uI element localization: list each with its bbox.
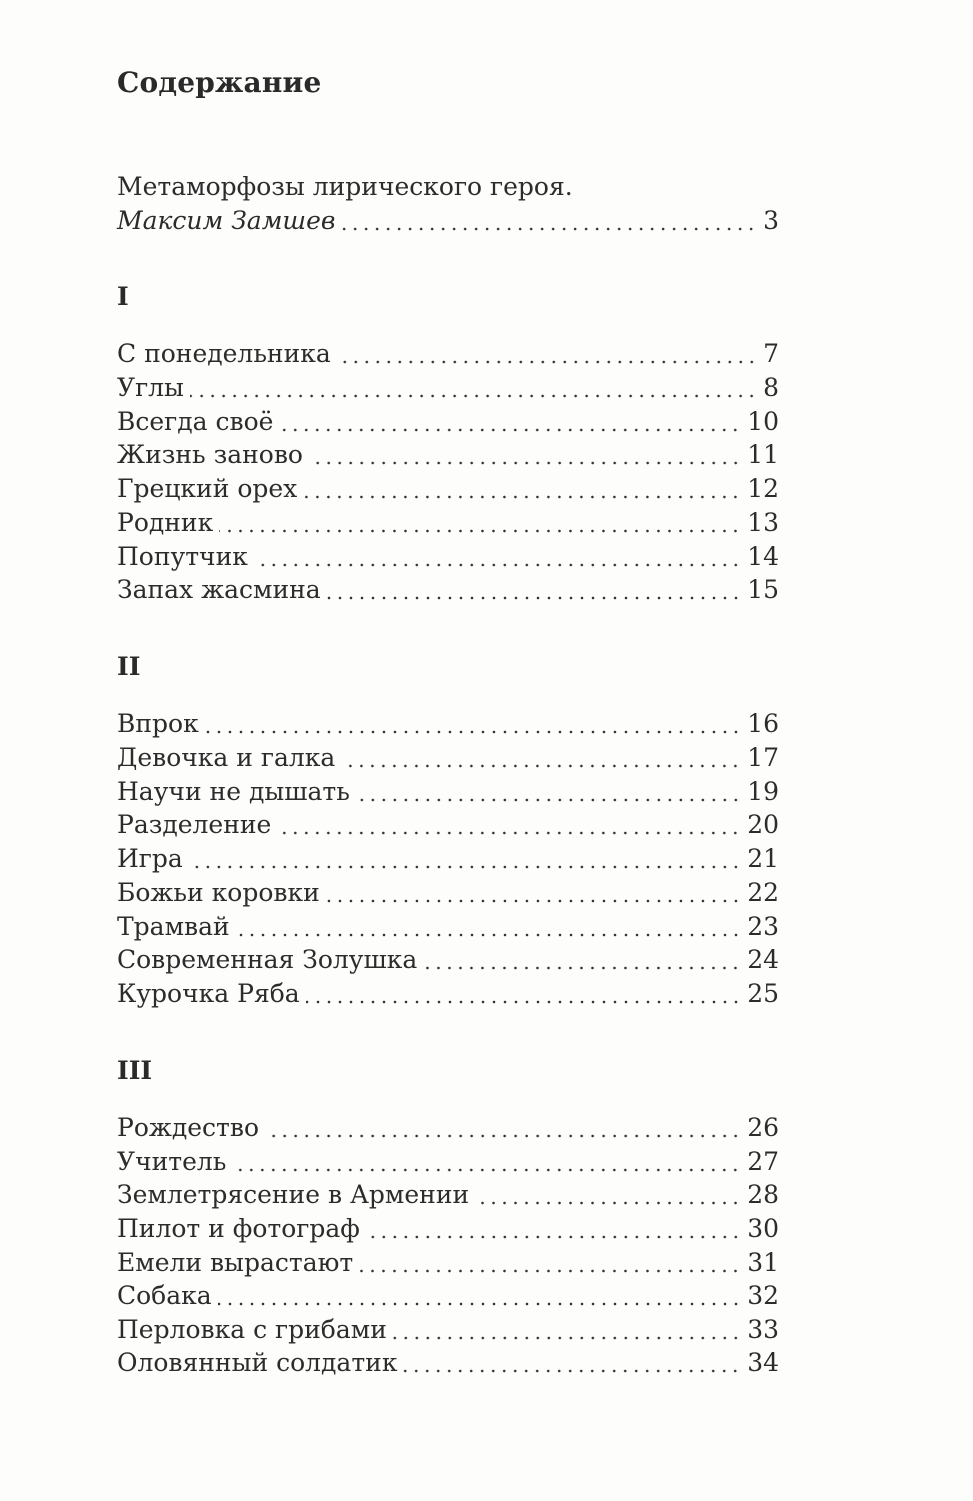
dot-leader — [306, 999, 742, 1005]
entry-title: Жизнь заново — [117, 440, 303, 469]
dot-leader — [356, 797, 741, 803]
entry-page-number: 11 — [747, 440, 779, 469]
section-label-3: III — [117, 1056, 153, 1085]
toc-entry[interactable] — [117, 1279, 779, 1313]
entry-title: Перловка с грибами — [117, 1315, 387, 1344]
entry-title: Девочка и галка — [117, 743, 336, 772]
toc-entry[interactable] — [117, 842, 779, 876]
entry-page-number: 33 — [747, 1315, 779, 1344]
toc-entry[interactable] — [117, 337, 779, 371]
intro-page-number: 3 — [763, 206, 779, 235]
toc-entry[interactable] — [117, 876, 779, 910]
entry-title: Всегда своё — [117, 407, 274, 436]
toc-entry[interactable] — [117, 438, 779, 472]
contents-heading: Содержание — [117, 66, 322, 99]
entry-title: Углы — [117, 373, 184, 402]
entry-title: Божьи коровки — [117, 878, 320, 907]
toc-entry[interactable] — [117, 405, 779, 439]
dot-leader — [366, 1234, 741, 1240]
entry-title: Впрок — [117, 709, 199, 738]
dot-leader — [265, 1133, 741, 1139]
entry-title: С понедельника — [117, 339, 331, 368]
dot-leader — [279, 427, 741, 433]
entry-page-number: 23 — [747, 912, 779, 941]
dot-leader — [359, 1268, 741, 1274]
toc-entry[interactable] — [117, 707, 779, 741]
intro-title: Метаморфозы лирического героя. — [117, 172, 573, 201]
toc-entry[interactable] — [117, 506, 779, 540]
dot-leader — [236, 932, 742, 938]
entry-page-number: 13 — [747, 508, 779, 537]
entry-page-number: 20 — [747, 810, 779, 839]
toc-entry[interactable] — [117, 371, 779, 405]
dot-leader — [218, 1301, 742, 1307]
entry-page-number: 24 — [747, 945, 779, 974]
intro-author: Максим Замшев — [117, 206, 336, 235]
entry-page-number: 34 — [747, 1348, 779, 1377]
entry-title: Землетрясение в Армении — [117, 1180, 470, 1209]
entry-title: Грецкий орех — [117, 474, 298, 503]
dot-leader — [219, 528, 741, 534]
dot-leader — [254, 562, 741, 568]
dot-leader — [423, 965, 741, 971]
entry-title: Курочка Ряба — [117, 979, 300, 1008]
dot-leader — [309, 460, 741, 466]
entry-page-number: 21 — [747, 844, 779, 873]
entry-page-number: 32 — [747, 1281, 779, 1310]
dot-leader — [189, 864, 741, 870]
dot-leader — [337, 359, 757, 365]
dot-leader — [341, 763, 741, 769]
toc-entry[interactable] — [117, 1212, 779, 1246]
entry-title: Разделение — [117, 810, 272, 839]
dot-leader — [403, 1368, 741, 1374]
toc-entry[interactable] — [117, 1346, 779, 1380]
intro-entry[interactable] — [117, 204, 779, 238]
entry-page-number: 27 — [747, 1147, 779, 1176]
toc-entry[interactable] — [117, 943, 779, 977]
entry-page-number: 19 — [747, 777, 779, 806]
entry-page-number: 12 — [747, 474, 779, 503]
entry-title: Современная Золушка — [117, 945, 418, 974]
entry-title: Родник — [117, 508, 214, 537]
entry-page-number: 15 — [747, 575, 779, 604]
entry-page-number: 17 — [747, 743, 779, 772]
dot-leader — [475, 1200, 741, 1206]
entry-page-number: 7 — [763, 339, 779, 368]
entry-title: Оловянный солдатик — [117, 1348, 398, 1377]
toc-entry[interactable] — [117, 977, 779, 1011]
entry-title: Научи не дышать — [117, 777, 350, 806]
entry-title: Рождество — [117, 1113, 260, 1142]
section-label-1: I — [117, 282, 129, 311]
dot-leader — [341, 226, 757, 232]
entry-title: Трамвай — [117, 912, 230, 941]
entry-title: Попутчик — [117, 542, 248, 571]
toc-entry[interactable] — [117, 775, 779, 809]
entry-title: Запах жасмина — [117, 575, 321, 604]
dot-leader — [232, 1167, 741, 1173]
entry-title: Собака — [117, 1281, 212, 1310]
toc-entry[interactable] — [117, 573, 779, 607]
entry-title: Емели вырастают — [117, 1248, 354, 1277]
dot-leader — [326, 898, 741, 904]
dot-leader — [303, 494, 741, 500]
entry-page-number: 14 — [747, 542, 779, 571]
toc-entry[interactable] — [117, 741, 779, 775]
entry-page-number: 16 — [747, 709, 779, 738]
dot-leader — [393, 1335, 741, 1341]
entry-page-number: 22 — [747, 878, 779, 907]
toc-entry[interactable] — [117, 808, 779, 842]
entry-title: Учитель — [117, 1147, 227, 1176]
entry-page-number: 31 — [747, 1248, 779, 1277]
entry-title: Игра — [117, 844, 183, 873]
section-label-2: II — [117, 652, 141, 681]
toc-entry[interactable] — [117, 1246, 779, 1280]
dot-leader — [190, 393, 757, 399]
entry-page-number: 30 — [747, 1214, 779, 1243]
entry-page-number: 25 — [747, 979, 779, 1008]
entry-page-number: 26 — [747, 1113, 779, 1142]
toc-entry[interactable] — [117, 472, 779, 506]
entry-page-number: 10 — [747, 407, 779, 436]
entry-page-number: 8 — [763, 373, 779, 402]
toc-entry[interactable] — [117, 1178, 779, 1212]
entry-title: Пилот и фотограф — [117, 1214, 360, 1243]
entry-page-number: 28 — [747, 1180, 779, 1209]
toc-entry[interactable] — [117, 1111, 779, 1145]
toc-entry[interactable] — [117, 1313, 779, 1347]
toc-entry[interactable] — [117, 540, 779, 574]
toc-entry[interactable] — [117, 910, 779, 944]
dot-leader — [327, 595, 742, 601]
dot-leader — [277, 830, 741, 836]
toc-entry[interactable] — [117, 1145, 779, 1179]
dot-leader — [205, 729, 741, 735]
